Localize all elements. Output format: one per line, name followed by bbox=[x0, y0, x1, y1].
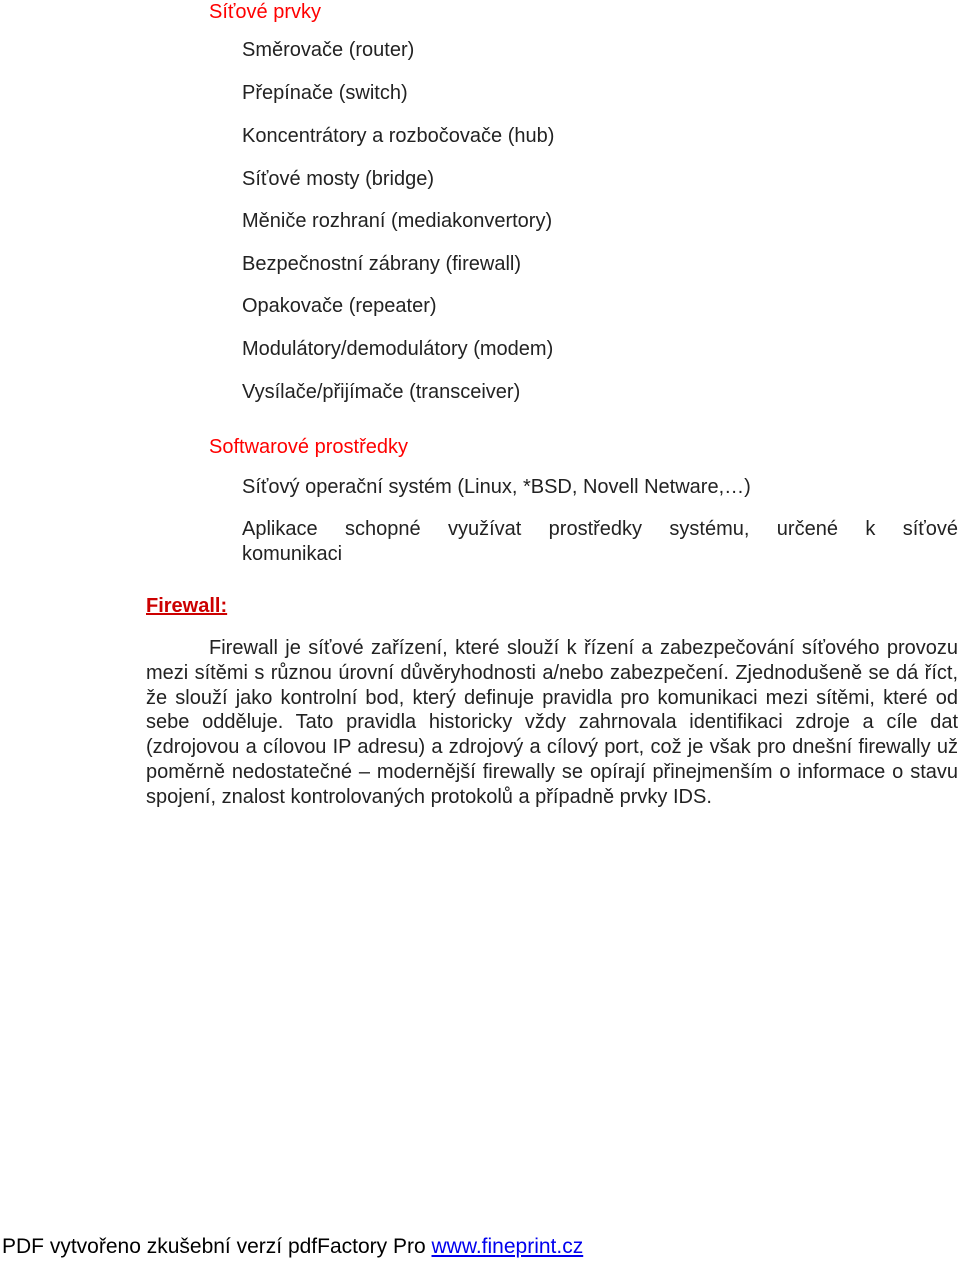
list-item-mediaconverter: Měniče rozhraní (mediakonvertory) bbox=[242, 210, 553, 232]
pdf-footer bbox=[2, 1234, 583, 1260]
list-item-firewall: Bezpečnostní zábrany (firewall) bbox=[242, 253, 522, 275]
list-item-repeater: Opakovače (repeater) bbox=[242, 295, 437, 317]
applications-line-2: komunikaci bbox=[242, 543, 343, 565]
firewall-paragraph: Firewall je síťové zařízení, které slouží k řízení a zabezpečování síťového provozu mezi sítěmi s různou úrovní důvěryhodnosti a/nebo zabezpečení. Zjednodušeně se dá říct, že slouží jako kontrolní bod, který definuje pravidla pro komunikaci mezi sítěmi, které od sebe odděluje. Tato pravidla historicky vždy zahrnovala identifikaci zdroje a cíle dat (zdrojovou a cílovou IP adresu) a zdrojový a cílový port, což je však pro dnešní firewally už poměrně nedostatečné – modernější firewally se opírají přinejmenším o informace o stavu spojení, znalost kontrolovaných protokolů a případně prvky IDS. bbox=[146, 637, 958, 808]
network-elements-heading: Síťové prvky bbox=[209, 1, 321, 23]
firewall-section-title: Firewall: bbox=[146, 595, 228, 617]
footer-text: PDF vytvořeno zkušební verzí pdfFactory Pro bbox=[2, 1235, 432, 1258]
list-item-applications bbox=[242, 517, 958, 567]
software-heading: Softwarové prostředky bbox=[209, 436, 408, 458]
list-item-router: Směrovače (router) bbox=[242, 39, 415, 61]
list-item-switch: Přepínače (switch) bbox=[242, 82, 408, 104]
list-item-network-os: Síťový operační systém (Linux, *BSD, Novell Netware,…) bbox=[242, 476, 751, 498]
list-item-transceiver: Vysílače/přijímače (transceiver) bbox=[242, 381, 521, 403]
applications-line-1: Aplikace schopné využívat prostředky systému, určené k síťové bbox=[242, 518, 958, 540]
list-item-modem: Modulátory/demodulátory (modem) bbox=[242, 338, 554, 360]
footer-link[interactable]: www.fineprint.cz bbox=[431, 1235, 584, 1258]
list-item-hub: Koncentrátory a rozbočovače (hub) bbox=[242, 125, 555, 147]
list-item-bridge: Síťové mosty (bridge) bbox=[242, 168, 435, 190]
